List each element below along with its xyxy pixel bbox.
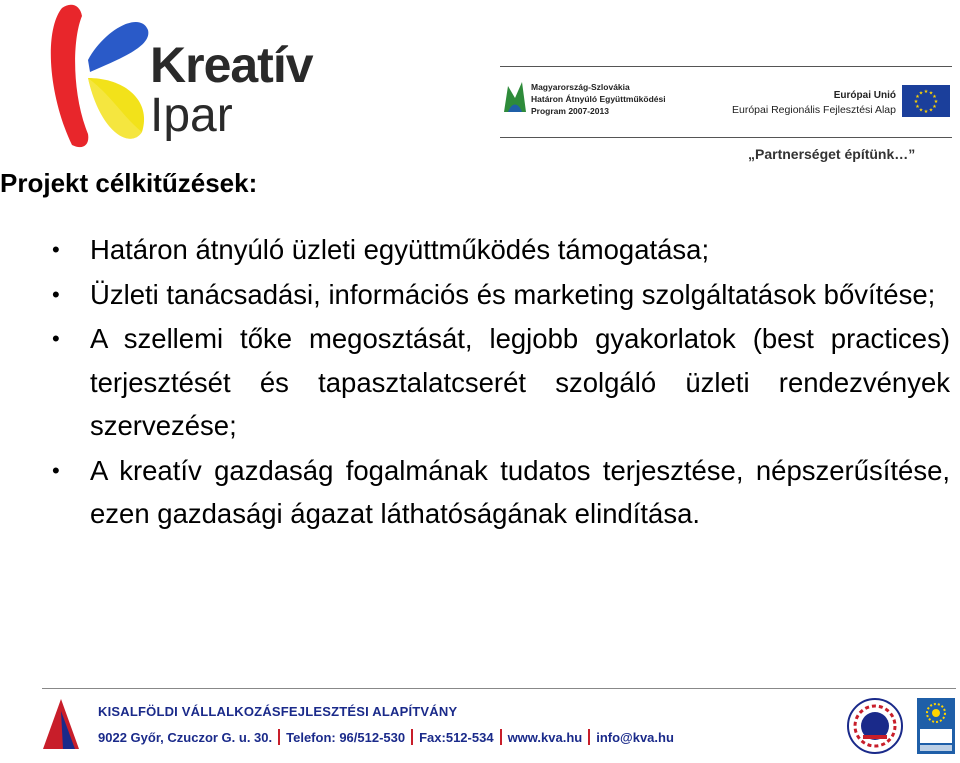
divider <box>500 66 952 67</box>
footer-divider <box>42 688 956 689</box>
footer-email-link[interactable]: info@kva.hu <box>596 729 674 745</box>
tagline: „Partnerséget építünk…” <box>748 146 916 162</box>
divider <box>500 729 502 745</box>
goal-text: A szellemi tőke megosztását, legjobb gyakorlatok (best practices) terjesztését és tapasztalatcserét szolgáló üzleti rendezvények szervezése; <box>90 323 950 441</box>
list-item <box>52 317 950 448</box>
svg-text:★: ★ <box>933 99 939 105</box>
divider <box>411 729 413 745</box>
footer-org-name: KISALFÖLDI VÁLLALKOZÁSFEJLESZTÉSI ALAPÍTVÁNY <box>98 704 458 719</box>
program-name-line3: Program 2007-2013 <box>531 106 609 116</box>
footer-phone: Telefon: 96/512-530 <box>286 729 406 745</box>
svg-text:★: ★ <box>918 107 924 114</box>
list-item <box>52 449 950 536</box>
svg-text:★: ★ <box>928 107 934 114</box>
footer-contact <box>98 728 674 746</box>
list-item <box>52 228 950 272</box>
bullet-icon: • <box>52 457 60 483</box>
divider <box>588 729 590 745</box>
svg-text:★: ★ <box>915 94 920 100</box>
svg-text:★: ★ <box>915 104 920 110</box>
kreativ-k-logo <box>42 0 152 150</box>
bullet-icon: • <box>52 326 60 351</box>
bullet-icon: • <box>52 237 60 262</box>
section-title: Projekt célkitűzések: <box>0 168 258 198</box>
goal-text: Üzleti tanácsadási, információs és marketing szolgáltatások bővítése; <box>90 278 936 310</box>
rra-komarno-badge <box>916 697 956 755</box>
footer-address: 9022 Győr, Czuczor G. u. 30. <box>98 729 273 745</box>
footer-web-link[interactable]: www.kva.hu <box>507 729 583 745</box>
svg-text:★: ★ <box>932 94 937 100</box>
program-name-line1: Magyarország-Szlovákia <box>531 82 630 92</box>
hu-sk-program-logo <box>502 78 528 114</box>
svg-text:★: ★ <box>928 90 934 97</box>
svg-text:★: ★ <box>923 109 929 115</box>
eu-title: Európai Unió <box>833 90 896 101</box>
svg-text:★: ★ <box>918 90 924 97</box>
svg-text:★: ★ <box>932 104 937 110</box>
logo-wordmark-ipar: Ipar <box>150 89 233 142</box>
eu-subtitle: Európai Regionális Fejlesztési Alap <box>731 104 896 116</box>
divider <box>500 137 952 138</box>
rra-badge <box>846 697 904 755</box>
goals-list <box>52 228 950 537</box>
list-item <box>52 273 950 317</box>
program-name-line2: Határon Átnyúló Együttműködési <box>531 94 666 104</box>
goal-text: Határon átnyúló üzleti együttműködés támogatása; <box>90 234 710 265</box>
svg-text:★: ★ <box>923 89 929 95</box>
divider <box>278 729 280 745</box>
eu-flag-icon <box>902 85 950 117</box>
goal-text: A kreatív gazdaság fogalmának tudatos terjesztése, népszerűsítése, ezen gazdasági ágazat láthatóságának elindítása. <box>90 454 950 529</box>
footer-fax: Fax:512-534 <box>419 729 494 745</box>
logo-wordmark-kreativ: Kreatív <box>150 37 313 93</box>
program-header <box>500 66 952 138</box>
bullet-icon: • <box>52 281 60 307</box>
kva-logo <box>41 697 81 752</box>
svg-text:★: ★ <box>913 99 919 105</box>
